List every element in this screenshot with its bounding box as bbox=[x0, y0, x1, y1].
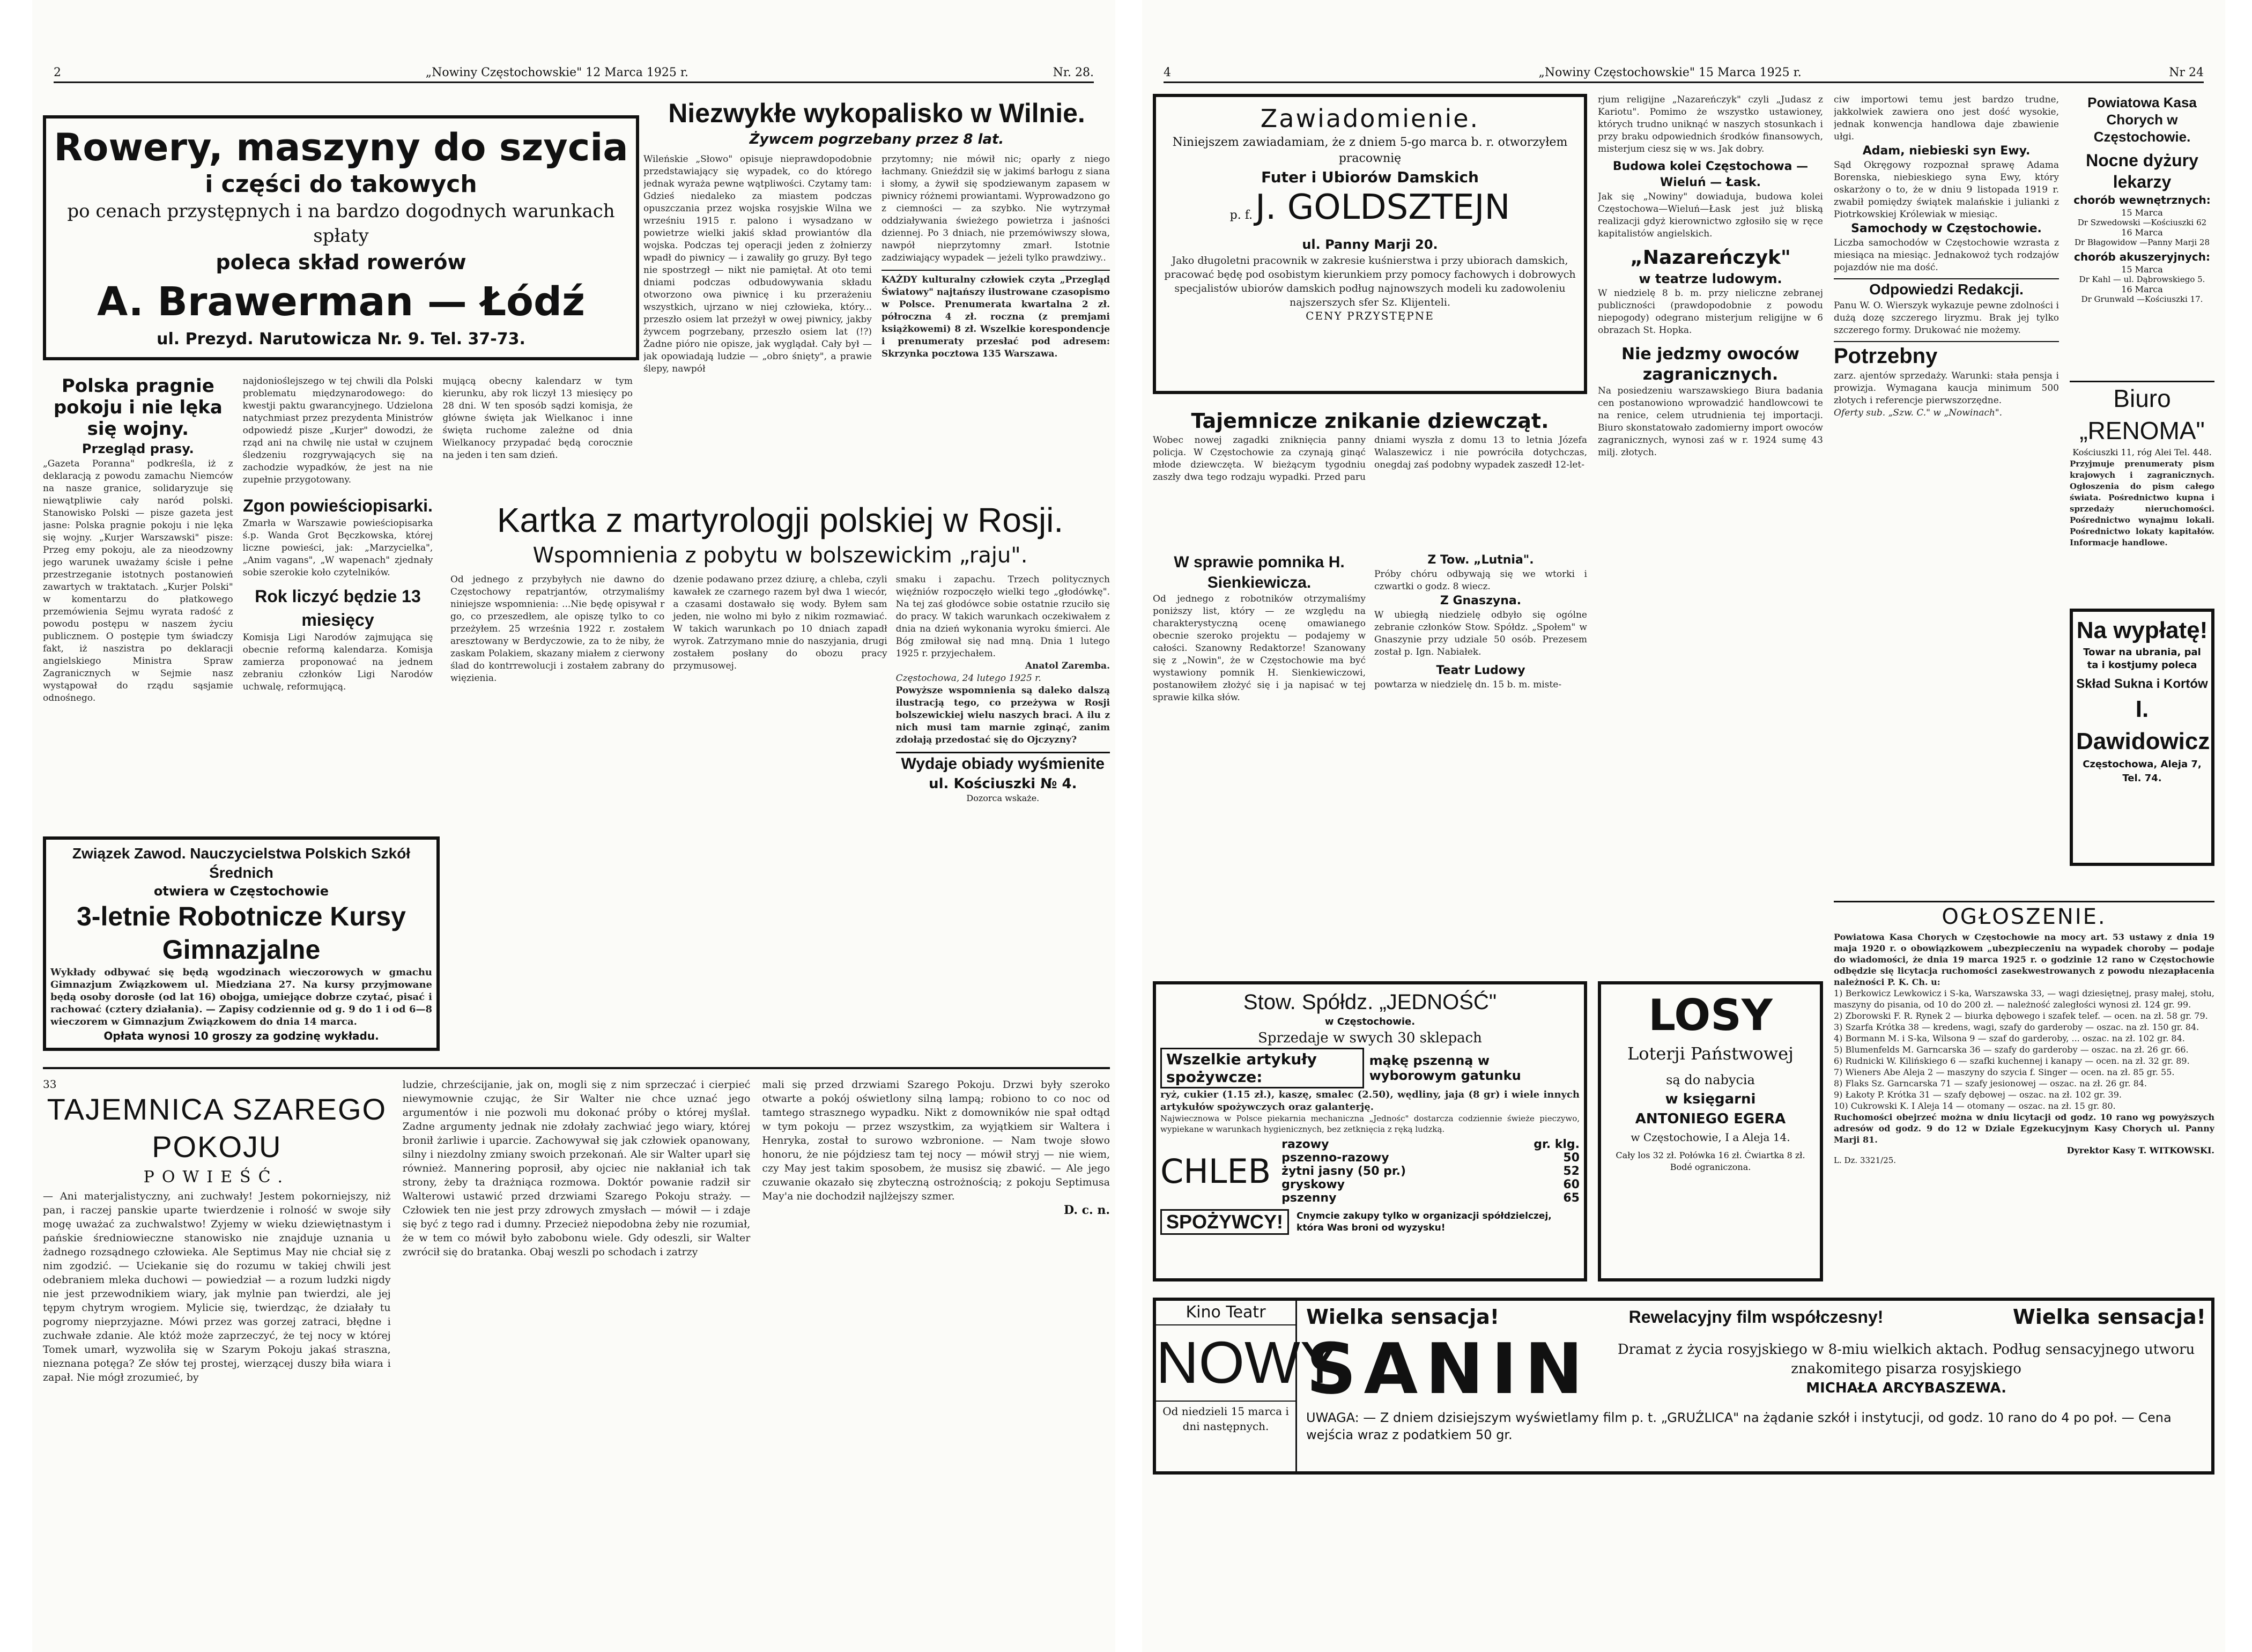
dawidowicz-firm: Skład Sukna i Kortów bbox=[2076, 677, 2208, 691]
rok-title: Rok liczyć będzie 13 miesięcy bbox=[255, 587, 421, 629]
gaszyna-text: W ubiegłą niedzielę odbyło się ogólne zebranie członków Stow. Spółdz. „Społem" w Gnaszynie przy udziale 50 osób. Prezesem został p. Ign. Nabiałek. bbox=[1374, 610, 1587, 657]
ad-zwiazek-fee: Opłata wynosi 10 groszy za godzinę wykładu. bbox=[103, 1029, 379, 1042]
kasa-doc1: Dr Szwedowski —Kościuszki 62 bbox=[2077, 218, 2207, 227]
serial-col1: — Ani materjalistyczny, ani zuchwały! Jestem pokorniejszy, niż pan, i raczej panskie uparte twierdzenie i rolność w swoje siły mogę uważać za zuchwalstwo! Zyjemy w wieku dziewiętnastym i pańskie średniowieczne stanowisko nie znajduje uznania u żadnego rozsądnego człowieka. Ale Septimus May nie chciał się z nim zgodzić. — Uciekanie się do rozumu w takiej chwili jest odebraniem mleka duchowi — powiedział — a rozum ludzki nigdy nie jest przewodnikiem wiary, jak mylnie pan twierdzi, ale jej tępym chytrym wrogiem. Mylicie się, twierdząc, że działały tu pogromy nieprzyjazne. Mówi przez was gorzej zatraci, błędne i zuchwałe zdanie. Ale któż może zaprzeczyć, że tej nocy w której Tomek umarł, wyzwoliła się w Szarym Pokoju jakaś straszna, nieznana potęga? Ze słów tej prostej, wierzącej duszy biła wiara i zapał. Nie mógł zrozumieć, by bbox=[43, 1190, 391, 1383]
bread-price: 50 bbox=[1563, 1151, 1580, 1165]
serial-number: 33 bbox=[43, 1078, 57, 1091]
bread-price: 60 bbox=[1563, 1178, 1580, 1191]
kasa-title: Powiatowa Kasa Chorych w Częstochowie. bbox=[2087, 94, 2197, 145]
article-wilno-subtitle: Żywcem pogrzebany przez 8 lat. bbox=[749, 131, 1004, 147]
owoce-title: Nie jedzmy owoców zagranicznych. bbox=[1621, 345, 1800, 384]
jednosc-sub: w Częstochowie. bbox=[1324, 1016, 1416, 1027]
article-wilno-kazdy: KAŻDY kulturalny człowiek czyta „Przegląd Światowy" najtańszy ilustrowane czasopismo w Polsce. Prenumerata kwartalna 2 zł. półroczna 4 zł. roczna (z premjami książkowemi) 8 zł. Wszelkie korespondencje i prenumeraty przesłać pod adresem: Skrzynka pocztowa 135 Warszawa. bbox=[881, 270, 1110, 360]
ad-losy bbox=[1598, 981, 1823, 1281]
bread-name: żytni jasny (50 pr.) bbox=[1281, 1165, 1406, 1178]
samochody-title: Samochody w Częstochowie. bbox=[1851, 222, 2042, 235]
jednosc-spozywcy-text: Cnymcie zakupy tylko w organizacji spółdzielczej, która Was broni od wyzysku! bbox=[1297, 1211, 1552, 1233]
serial-title: TAJEMNICA SZAREGO POKOJU bbox=[47, 1092, 387, 1164]
ad-zwiazek bbox=[43, 836, 440, 1051]
ad-renoma bbox=[2070, 381, 2214, 597]
religijne-col1: rjum religijne „Nazareńczyk" czyli „Judasz z Kariotu". Pomimo że wszystko ustawioney, których trudno uniknąć w naszych stosunkach i przy braku odpowiednich środków finansowych, misterjum ciesz się w ws. Jak dobry. bbox=[1598, 94, 1823, 154]
obiady-note: Dozorca wskaże. bbox=[966, 793, 1040, 803]
ad-rowery-line2: poleca skład rowerów bbox=[216, 250, 466, 274]
kino-name: NOWY bbox=[1156, 1324, 1295, 1402]
article-polska-col2: mującą obecny kalendarz w tym kierunku, aby rok liczył 13 miesięcy po 28 dni. W ten sposób sądzi komisja, że główne święta jak Wielkanoc i inne święta ruchome zależne od dnia Wielkanocy przypadać będą corocznie na jeden i ten sam dzień. bbox=[442, 376, 633, 461]
bread-row bbox=[1281, 1178, 1580, 1191]
ad-zwiazek-big: 3-letnie Robotnicze Kursy Gimnazjalne bbox=[77, 901, 406, 965]
left-page-number: 2 bbox=[54, 65, 61, 79]
ogloszenie-item: 5) Blumenfelds M. Garncarska 36 — szafy do garderoby — oszac. na zł. 26 gr. 66. bbox=[1834, 1044, 2189, 1055]
pomnik-text: Od jednego z robotników otrzymaliśmy poniższy list, który — ze względu na charakterystyczną ocenę omawianego obecnie szeroko projektu — podajemy w całości. Szanowny Redaktorze! Szanowany się z „Nowin", że w Częstochowie ma być wystawiony pomnik H. Sienkiewiczowi, postanowiłem złożyć się i ja napisać w tej sprawie kilka słów. bbox=[1153, 594, 1366, 703]
article-kartka-date: Częstochowa, 24 lutego 1925 r. bbox=[895, 673, 1041, 684]
ad-rowery-line1: po cenach przystępnych i na bardzo dogodnych warunkach spłaty bbox=[67, 201, 615, 247]
ogloszenie-item: 4) Bormann M. i S-ka, Wilsona 9 — szaf do garderoby, ... oszac. na zł. 102 gr. 84. bbox=[1834, 1033, 2185, 1043]
teatr-text: powtarza w niedzielę dn. 15 b. m. miste- bbox=[1374, 679, 1562, 690]
nazarenczyk-text: W niedzielę 8 b. m. przy nieliczne zebranej publiczności (prawdopodobnie z powodu niepogody) odegrano misterjum religijne w 6 obrazach St. Hopka. bbox=[1598, 288, 1823, 336]
article-polska-col3: najdonioślejszego w tej chwili dla Polski problematu międzynarodowego: do kwestji paktu gwarancyjnego. Udzielona natychmiast przez prezydenta Ministrów odpowiedź pisze „Kurjer" dowodzi, że rząd ani na chwilę nie ustał w czujnem śledzeniu rozgrywających się na zachodzie wypadków, że jest na nie zupełnie przygotowany. bbox=[242, 376, 433, 485]
renoma-title: Biuro „RENOMA" bbox=[2079, 384, 2205, 445]
article-wilno-col1: Wileńskie „Słowo" opisuje nieprawdopodobnie przedstawiający się wypadek, co do którego jednak wyraża pewne wątpliwości. Czytamy tam: Gdzieś niedaleko za miastem podczas opuszczania przez wojska rosyjskie Wilna we wrześniu 1915 r. palono i wysadzano w powietrze wielki jakiś skład prowiantów dla wojska. Podczas tej operacji jeden z żołnierzy wpadł do piwnicy — i zawaliły go gruzy. Był tego nie spostrzegł — nikt nie pamiętał. At oto temi dniami podczas odbudowywania składu otworzono owa piwnicę i ku przerażeniu wszystkich, ujrzano w niej człowieka, który... przeszło osiem lat przeżył w owej piwnicy, jakby żywcem pogrzebany, przeszło osiem lat (!?) Żadne pióro nie opisze, jak wyglądał. Cały był — jak opowiadają ludzie — „obro śnięty", a prawie ślepy, nawpół bbox=[643, 154, 872, 374]
bread-row bbox=[1281, 1138, 1580, 1151]
serial-sign: D. c. n. bbox=[1064, 1203, 1110, 1217]
odpowiedzi-text: Panu W. O. Wierszyk wykazuje pewne zdolności i dużą dozę szczerego liryzmu. Brak jej tylko szczerego formy. Drukować nie możemy. bbox=[1834, 300, 2059, 336]
ogloszenie-items bbox=[1834, 988, 2214, 1112]
kasa-date4: 16 Marca bbox=[2121, 284, 2163, 294]
ogloszenie-ref: L. Dz. 3321/25. bbox=[1834, 1155, 1897, 1165]
ogloszenie-item: 7) Wieners Abe Aleja 2 — maszyny do szycia f. Singer — ocen. na zł. 85 gr. 55. bbox=[1834, 1067, 2175, 1077]
article-kartka-signature: Anatol Zaremba. bbox=[1025, 661, 1110, 671]
losy-title: LOSY bbox=[1648, 990, 1773, 1040]
kino-rewel: Rewelacyjny film współczesny! bbox=[1628, 1307, 1884, 1327]
ogloszenie-director: Dyrektor Kasy T. WITKOWSKI. bbox=[2066, 1145, 2214, 1155]
losy-hours: Cały los 32 zł. Połówka 16 zł. Ćwiartka 8 zł. Bodé ograniczona. bbox=[1616, 1150, 1805, 1172]
kino-desc: Dramat z życia rosyjskiego w 8-miu wielkich aktach. Podług sensacyjnego utworu znakomitego pisarza rosyjskiego bbox=[1617, 1342, 2195, 1377]
serial-col2: ludzie, chrześcijanie, jak on, mogli się z nim sprzeczać i cierpieć niewymownie czując, że Sir Walter nie chce uznać jego argumentów i nie pozwoli mu dokonać próby o której myślał. Zadne argumenty jednak nie zdołały zachwiać jego wiary, której bronił żarliwie i uparcie. Zachowywał się jak człowiek opanowany, silny i niezdolny zmiany swoich przekonań. Ale sir Walter uparł się również. Mannering poprosił, aby ojciec nie nakłaniał ich tak strony, żeby ta drażniąca rozmowa. Doktór powanie radził sir Walterowi ustawić przed drzwiami Szarego Pokoju straży. — Człowiek ten nie jest przy zdrowych zmysłach — mówił — i zdaje się być z tego rad i dumny. Przecież niepodobna żeby nie rozumiał, że w tem co mówił było zabobonu wiele. Gdy odeszli, sir Walter zwrócił się do bratanka. Obaj weszli po schodach i zatrzy bbox=[402, 1079, 751, 1258]
left-issue-number: Nr. 28. bbox=[1053, 65, 1094, 79]
obiady-title: Wydaje obiady wyśmienite bbox=[896, 752, 1110, 775]
ad-zwiazek-text: Wykłady odbywać się będą wgodzinach wieczorowych w gmachu Gimnazjum Związkowem ul. Miedziana 27. Na kursy przyjmowane będą osoby dorosłe (od lat 16) obojga, umiejące dobrze czytać, pisać i rachować (cztery działania). — Zapisy codziennie od g. 9 do 1 i od 6—8 wieczorem w Gimnazjum Związkowem do dnia 14 marca. bbox=[50, 967, 432, 1027]
kasa-date3: 15 Marca bbox=[2121, 264, 2163, 275]
kasa-sub: Nocne dyżury lekarzy bbox=[2086, 151, 2198, 191]
left-paper-title: „Nowiny Częstochowskie" 12 Marca 1925 r. bbox=[425, 65, 688, 79]
owoce-text: Na posiedzeniu warszawskiego Biura badania cen postanowiono wprowadzić handlowcowi te na renice, celem utrudnienia tej importacji. Biuro skonstatowało zadomierny import owoców zagranicznych, wynosi zaś w r. 1924 sumę 43 milj. złotych. bbox=[1598, 386, 1823, 458]
kino-date: Od niedzieli 15 marca i dni następnych. bbox=[1162, 1405, 1289, 1433]
potrzebny-title: Potrzebny bbox=[1834, 341, 2059, 370]
kino-author: MICHAŁA ARCYBASZEWA. bbox=[1806, 1380, 2006, 1396]
article-kartka bbox=[450, 499, 1110, 1056]
ogloszenie-item: 8) Flaks Sz. Garncarska 71 — szafy jesionowej — oszac. na zł. 26 gr. 84. bbox=[1834, 1078, 2147, 1088]
zawiadomienie-title: Zawiadomienie. bbox=[1260, 104, 1480, 133]
bread-name: pszenny bbox=[1281, 1191, 1337, 1205]
losy-address: w Częstochowie, I a Aleja 14. bbox=[1631, 1131, 1790, 1144]
kasa-doc2: Dr Błagowidow —Panny Marji 28 bbox=[2074, 238, 2210, 247]
lutnia-title: Z Tow. „Lutnia". bbox=[1427, 553, 1534, 567]
jednosc-box: Wszelkie artykuły spożywcze: bbox=[1160, 1048, 1364, 1088]
zawiadomienie-line2: Futer i Ubiorów Damskich bbox=[1261, 168, 1479, 186]
bread-name: gryskowy bbox=[1281, 1178, 1345, 1191]
adam-text: Sąd Okręgowy rozpoznał sprawę Adama Borenska, niebieskiego syna Ewy, który oskarżony o to, że w dniu 9 listopada 1919 r. zwabił pomiędzy świątek malańskie i julianki z Piotrkowskiej Królewiak w miesiąc. bbox=[1834, 160, 2059, 220]
gaszyna-title: Z Gnaszyna. bbox=[1440, 594, 1522, 608]
losy-line: są do nabycia bbox=[1666, 1072, 1755, 1087]
dawidowicz-sub: Towar na ubrania, pal ta i kostjumy poleca bbox=[2083, 647, 2201, 671]
ad-rowery-subtitle: i części do takowych bbox=[205, 171, 477, 198]
religijne-col2: ciw importowi temu jest bardzo trudne, jakkolwiek zawiera ono jest dość wysokie, jednak konwencja handlowa daje zbawienie ułgi. bbox=[1834, 94, 2059, 142]
losy-sub: Loterji Państwowej bbox=[1627, 1043, 1794, 1064]
ad-rowery-title: Rowery, maszyny do szycia bbox=[54, 125, 628, 169]
jednosc-bakery: Najwiecznowa w Polsce piekarnia mechaniczna „Jednośc" dostarcza codziennie świeże pieczywo, wypiekane w warunkach hygienicznych, bez zetknięcia z ręką ludzką. bbox=[1160, 1114, 1580, 1134]
article-kartka-title: Kartka z martyrologji polskiej w Rosji. bbox=[497, 501, 1064, 539]
zgon-text: Zmarła w Warszawie powieściopisarka ś.p. Wanda Grot Bęczkowska, której liczne powieści, jak: „Marzycielka", „Anim vagans", „W wapenach" zjednały sobie szerokie koło czytelników. bbox=[242, 518, 433, 578]
ad-kino bbox=[1153, 1298, 2214, 1475]
page-gutter bbox=[1115, 0, 1142, 1652]
bread-row bbox=[1281, 1151, 1580, 1165]
article-kartka-subtitle: Wspomnienia z pobytu w bolszewickim „raju". bbox=[532, 543, 1028, 568]
ad-ogloszenie bbox=[1834, 901, 2214, 1283]
column-right bbox=[1834, 94, 2059, 898]
ogloszenie-item: 3) Szarfa Krótka 38 — kredens, wagi, szafy do garderoby — oszac. na zł. 150 gr. 84. bbox=[1834, 1022, 2199, 1032]
serial-label: POWIEŚĆ. bbox=[143, 1168, 290, 1187]
losy-name: ANTONIEGO EGERA bbox=[1635, 1111, 1786, 1127]
zgon-title: Zgon powieściopisarki. bbox=[243, 496, 433, 515]
kasa-doc4: Dr Grunwald —Kościuszki 17. bbox=[2081, 294, 2203, 304]
articles-local bbox=[1153, 552, 1587, 971]
kasa-group2: chorób akuszeryjnych: bbox=[2074, 250, 2210, 263]
ad-jednosc bbox=[1153, 981, 1587, 1281]
ad-zwiazek-subtitle: otwiera w Częstochowie bbox=[153, 884, 329, 899]
zawiadomienie-line1: Niniejszem zawiadamiam, że z dniem 5-go marca b. r. otworzyłem pracownię bbox=[1172, 136, 1568, 165]
ad-kasa bbox=[2070, 94, 2214, 373]
zawiadomienie-name: J. GOLDSZTEJN bbox=[1255, 188, 1510, 227]
kasa-date2: 16 Marca bbox=[2121, 227, 2163, 238]
kino-uwaga: UWAGA: — Z dniem dzisiejszym wyświetlamy film p. t. „GRUŹLICA" na żądanie szkół i instytucji, od godz. 10 rano do 4 po poł. — Cena wejścia wraz z podatkiem 50 gr. bbox=[1306, 1410, 2172, 1442]
ogloszenie-intro: Powiatowa Kasa Chorych w Częstochowie na mocy art. 53 ustawy z dnia 19 maja 1920 r. o obowiązkowem „ubezpieczeniu na wypadek choroby — podaje do wiadomości, że dnia 19 marca 1925 r. o godzinie 12 rano w Częstochowie odbędzie się licytacja ruchomości zasekwestrowanych z powodu niezapłacenia należności P. K. Ch. u: bbox=[1834, 932, 2214, 987]
article-wilno-col2: przytomny; nie mówił nic; oparły z niego łachmany. Gnieździł się w jakimś barłogu z siana i słomy, a żywił się spodziewanym zapasem w piwnicy różnemi prowiantami. Wyprowadzono go z ciemności — za szybko. Nie wytrzymał oddziaływania świeżego powietrza i jaśności dziennej. Po 3 dniach, nie przemówiwszy słowa, nawpół nieprzytomny zmarł. Istotnie zadziwiający wypadek — jeżeli tylko prawdziwy.. bbox=[881, 154, 1110, 263]
bread-row bbox=[1281, 1165, 1580, 1178]
article-polska-col1: „Gazeta Poranna" podkreśla, iż z deklaracją z powodu zamachu Niemców na nasze granice, solidaryzuje się niewątpliwie cały naród polski. Stanowisko Polski — pisze gazeta jest jasne: Polska pragnie pokoju i nie lęka się wojny. „Kurjer Warszawski" pisze: Przeg emy pokoju, ale za nieodzowny jego warunek uważamy ścisłe i pełne przestrzeganie istotnych postanowień zawartych w traktatach. „Kurjer Polski" w komentarzu do płatkowego przemówienia Sejmu wyrata radość z powodu postępu w naszem życiu publicznem. O postępie tym świadczy fakt, iż naszistra po deklaracji angielskiego Ministra Spraw Zagranicznych w Sejmie nasz wystąpował do rządu sąsjamie odnośnego. bbox=[43, 458, 233, 703]
kasa-date1: 15 Marca bbox=[2121, 208, 2163, 218]
ogloszenie-footer: Ruchomości obejrzeć można w dniu licytacji od godz. 10 rano wg powyższych adresów od godz. 9 do 12 w Dziale Egzekucyjnym Kasy Chorych ul. Panny Marji 81. bbox=[1834, 1112, 2214, 1145]
article-tajemnicze bbox=[1153, 408, 1587, 547]
renoma-address: Kościuszki 11, róg Alei Tel. 448. bbox=[2072, 447, 2212, 457]
samochody-text: Liczba samochodów w Częstochowie wzrasta z miesiąca na miesiąc. Jednakowoż tych rodzajów pojazdów nie ma dość. bbox=[1834, 238, 2059, 273]
ogloszenie-item: 10) Cukrowski K. I Aleja 14 — otomany — oszac. na zł. 15 gr. 80. bbox=[1834, 1101, 2116, 1111]
jednosc-line: Sprzedaje w swych 30 sklepach bbox=[1258, 1030, 1482, 1046]
dawidowicz-name: I. Dawidowicz bbox=[2076, 696, 2210, 754]
serial-col3: mali się przed drzwiami Szarego Pokoju. Drzwi były szeroko otwarte a pokój oświetlony silną lampą; robiono to co noc od tamtego strasznego wypadku. Nikt z domowników nie spał odtąd w tym pokoju — przez wszystkim, za wyjątkiem sir Waltera i Henryka, został to surowo wzbronione. — Nam twoje słowo honoru, że nie pójdziesz tam tej nocy — mówił stryj — nie wiem, czy May jest takim sposobem, że musisz się zbawić. — Ale jego czuwanie okazało się zbyteczną ostrożnością; z pokoju Septimusa May'a nie dochodził najlżejszy szmer. bbox=[762, 1079, 1110, 1202]
budowa-text: Jak się „Nowiny" dowiaduja, budowa kolei Częstochowa—Wieluń—Łask jest już bliską realizacji gdyż kierownictwo zgłosiło się w ręce kapitalistów angielskich. bbox=[1598, 191, 1823, 239]
article-wilno bbox=[643, 97, 1110, 491]
nazarenczyk-subtitle: w teatrze ludowym. bbox=[1639, 271, 1782, 286]
kino-left bbox=[1156, 1301, 1340, 1471]
right-issue-number: Nr 24 bbox=[2169, 65, 2204, 79]
right-header bbox=[1164, 63, 2204, 83]
renoma-text: Przyjmuje prenumeraty pism krajowych i zagranicznych. Ogłoszenia do pism całego świata. Pośrednictwo kupna i sprzedaży nieruchomości. Pośrednictwo wynajmu lokali. Pośrednictwo lokaty kapitałów. Informacje handlowe. bbox=[2070, 459, 2214, 547]
teatr-title: Teatr Ludowy bbox=[1436, 664, 1525, 677]
tajemnicze-title: Tajemnicze znikanie dziewcząt. bbox=[1191, 409, 1549, 433]
bread-price: 52 bbox=[1563, 1165, 1580, 1178]
lutnia-text: Próby chóru odbywają się we wtorki i czwartki o godz. 8 wiecz. bbox=[1374, 569, 1587, 592]
rok-text: Komisja Ligi Narodów zajmująca się obecnie reformą kalendarza. Komisja zamierza proponować na jednem zebraniu członków Ligi Narodów uchwalę, reformującą. bbox=[242, 632, 433, 692]
ogloszenie-title: OGŁOSZENIE. bbox=[1942, 905, 2107, 929]
serial bbox=[43, 1078, 1110, 1630]
potrzebny-oferty: Oferty sub. „Szw. C." w „Nowinach". bbox=[1834, 408, 2003, 418]
ad-dawidowicz bbox=[2070, 609, 2214, 866]
ad-zwiazek-title: Związek Zawod. Nauczycielstwa Polskich Szkół Średnich bbox=[72, 845, 411, 881]
dawidowicz-title: Na wypłatę! bbox=[2076, 617, 2208, 643]
bread-name: pszenno-razowy bbox=[1281, 1151, 1389, 1165]
bread-price: 65 bbox=[1563, 1191, 1580, 1205]
jednosc-box2: mąkę pszenną w wyborowym gatunku bbox=[1369, 1053, 1521, 1083]
adam-title: Adam, niebieski syn Ewy. bbox=[1862, 144, 2031, 158]
left-header bbox=[54, 63, 1094, 83]
budowa-title: Budowa kolei Częstochowa — Wieluń — Łask. bbox=[1612, 160, 1809, 189]
ogloszenie-item: 6) Rudnicki W. Kilińskiego 6 — szafki kuchennej i kanapy — ocen. na zł. 32 gr. 89. bbox=[1834, 1056, 2190, 1066]
obiady-address: ul. Kościuszki № 4. bbox=[929, 776, 1077, 792]
right-page bbox=[1142, 0, 2225, 1652]
zawiadomienie-text: Jako długoletni pracownik w zakresie kuśnierstwa i przy ubiorach damskich, pracować będę pod osobistym kierunkiem przy pomocy fachowych i dobrowych specjalistów ubiorów damskich podług najnowszych modeli ku zadowoleniu najszerszych sfer Sz. Klijenteli. bbox=[1164, 255, 1576, 308]
right-paper-title: „Nowiny Częstochowskie" 15 Marca 1925 r. bbox=[1538, 65, 1802, 79]
nazarenczyk-title: „Nazareńczyk" bbox=[1630, 247, 1791, 269]
pomnik-title: W sprawie pomnika H. Sienkiewicza. bbox=[1174, 553, 1345, 591]
bread-row bbox=[1281, 1191, 1580, 1205]
odpowiedzi-title: Odpowiedzi Redakcji. bbox=[1834, 278, 2059, 300]
dawidowicz-address: Częstochowa, Aleja 7, Tel. 74. bbox=[2083, 759, 2202, 784]
kino-label: Kino Teatr bbox=[1186, 1303, 1266, 1322]
jednosc-goods: ryż, cukier (1.15 zł.), kaszę, smalec (2.50), wędliny, jaja (8 gr) i wiele innych artykułów spożywczych oraz galanterję. bbox=[1160, 1089, 1580, 1113]
kino-right bbox=[1306, 1305, 2206, 1443]
kino-sensacja-left: Wielka sensacja! bbox=[1306, 1305, 1500, 1329]
article-polska-subtitle: Przegląd prasy. bbox=[82, 441, 194, 456]
article-kartka-col2: dzenie podawano przez dziurę, a chleba, czyli kawałek ze czarnego razem był dwa 1 wiecór, a czasami dostawało się wody. Byłem sam jeden, nie wolno mi było z nikim rozmawiać. W takich warunkach po 10 dniach zapadł wyrok. Zatrzymano mnie do naszyjania, drugi zostałem posłany do obozu pracy przymusowej. bbox=[673, 574, 887, 671]
zawiadomienie-prefix: p. f. bbox=[1229, 209, 1253, 222]
kino-film: SANIN bbox=[1306, 1328, 1591, 1410]
article-kartka-col3: smaku i zapachu. Trzech politycznych więźniów rozpoczęło wielki tego „głodówkę". Na tej zaś głodówce sobie ostatnie rzuciło się do pracy. W takich warunkach oczekiwałem z dnia na dzień wykonania wyroku śmierci. Ale Bóg zmiłował się nad mną. Dnia 1 lutego 1925 r. przyjechałem. bbox=[895, 574, 1110, 659]
ogloszenie-item: 1) Berkowicz Lewkowicz i S-ka, Warszawska 33, — wagi dziesiętnej, prasy małej, stołu, maszyny do pisania, od 10 do 200 zł. — należność zaległości wynosi zł. 124 gr. 99. bbox=[1834, 988, 2214, 1010]
article-wilno-title: Niezwykłe wykopalisko w Wilnie. bbox=[668, 98, 1085, 128]
kasa-doc3: Dr Kahl — ul. Dąbrowskiego 5. bbox=[2079, 275, 2205, 284]
jednosc-bread-list bbox=[1281, 1138, 1580, 1205]
tajemnicze-text: Wobec nowej zagadki zniknięcia panny policja. W Częstochowie za czynają ginąć młode dziewczęta. W bieżącym tygodniu zaszły dwa tego rodzaju wypadki. Przed paru dniami wyszła z domu 13 to letnia Józefa Walaszewicz i nie powróciła dotychczas, onegdaj zaś podobny wypadek zaszedł 12-let- bbox=[1153, 435, 1587, 483]
jednosc-title: Stow. Spółdz. „JEDNOŚĆ" bbox=[1243, 990, 1497, 1014]
kino-sensacja-right: Wielka sensacja! bbox=[2012, 1305, 2206, 1329]
left-page bbox=[32, 0, 1115, 1652]
bread-price: gr. klg. bbox=[1534, 1138, 1580, 1151]
left-divider bbox=[43, 1067, 1110, 1069]
kasa-group1: chorób wewnętrznych: bbox=[2073, 194, 2211, 206]
ad-rowery bbox=[43, 115, 639, 360]
jednosc-spozywcy: SPOŻYWCY! bbox=[1160, 1209, 1289, 1235]
article-kartka-col1: Od jednego z przybyłych nie dawno do Częstochowy repatrjantów, otrzymaliśmy niniejsze wspomnienia: ...Nie będę opisywał r go, co przeszedłem, ale opiszę tylko to co przeżyłem. 25 września 1922 r. zostałem aresztowany w Berdyczowie, za to że niby, że zaskam Polakiem, skazany miałem z cierwony ślad do kontrrewolucji i zostałem zabrany do więzienia. bbox=[450, 574, 665, 684]
ogloszenie-item: 2) Zborowski F. R. Rynek 2 — biurka dębowego i szafek telef. — ocen. na zł. 58 gr. 79. bbox=[1834, 1011, 2208, 1021]
zawiadomienie-footer: CENY PRZYSTĘPNE bbox=[1306, 309, 1434, 322]
article-kartka-note: Powyższe wspomnienia są daleko dalszą ilustracją tego, co przeżywa w Rosji bolszewickiej wielu naszych braci. A ilu z nich musi tam marnie zginąć, zanim zdołają przedostać się do Ojczyzny? bbox=[895, 685, 1110, 745]
ad-rowery-address: ul. Prezyd. Narutowicza Nr. 9. Tel. 37-73. bbox=[157, 330, 525, 349]
right-page-number: 4 bbox=[1164, 65, 1171, 79]
zawiadomienie-address: ul. Panny Marji 20. bbox=[1302, 237, 1438, 252]
potrzebny-text: zarz. ajentów sprzedaży. Warunki: stała pensja i prowizja. Wymagana kaucja minimum 500 złotych i referencje pierwszorzędne. bbox=[1834, 371, 2059, 406]
ogloszenie-item: 9) Łakoty P. Krótka 31 — szafy dębowej — oszac. na zł. 102 gr. 39. bbox=[1834, 1090, 2122, 1100]
article-polska-title: Polska pragnie pokoju i nie lęka się wojny. bbox=[53, 375, 223, 440]
column-middle bbox=[1598, 94, 1823, 973]
losy-place: w księgarni bbox=[1665, 1091, 1756, 1107]
bread-name: razowy bbox=[1281, 1138, 1329, 1151]
jednosc-chleb: CHLEB bbox=[1160, 1151, 1271, 1191]
ad-zawiadomienie bbox=[1153, 94, 1587, 394]
ad-rowery-name: A. Brawerman — Łódź bbox=[97, 279, 586, 325]
